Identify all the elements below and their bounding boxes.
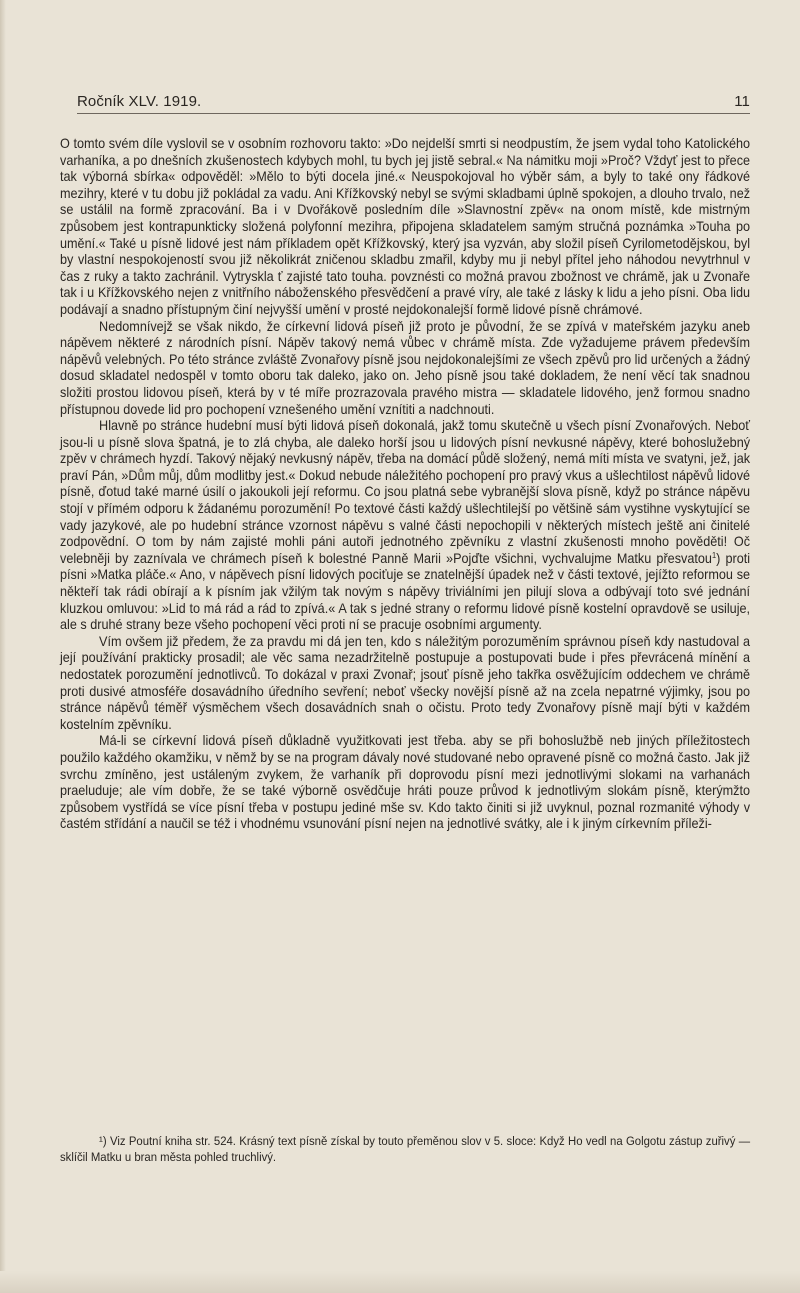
paragraph: O tomto svém díle vyslovil se v osobním rozhovoru takto: »Do nejdelší smrti si neodpustím, že jsem vydal toho Katolického varhaníka, a po dnešních zkušenostech kdybych mohl, tu bych jej jistě sebral.« Na námitku moji »Proč? Vždyť jest to přece tak výborná sbírka« odpověděl: »Mělo to býti docela jiné.« Neuspokojoval ho výběr sám, a byly to také ony řádkové mezihry, které v tu dobu již pokládal za vadu. Ani Křížkovský nebyl se svými skladbami úplně spokojen, a dlouho trvalo, než se ustálil na formě zpracování. Ba i v Dvořákově posledním díle »Slavnostní zpěv« na onom místě, kde mistrným způsobem jest kontrapunkticky složená polyfonní mezihra, připojena skladatelem samým stručná poznámka »Touha po umění.« Také u písně lidové jest nám příkladem opět Křížkovský, který jsa vyzván, aby složil píseň Cyrilometodějskou, byl by vlastní nespokojeností svou již několikrát zničenou skladbu zmařil, kdyby mu ji nebyl přítel jeho náhodou nevytrhnul v čas z ruky a takto zachránil. Vytryskla ť zajisté tato touha. povznésti co možná pravou zbožnost ve chrámě, jak u Zvonaře tak i u Křížkovského nejen z vnitřního náboženského přesvědčení a pravé víry, ale také z lásky k lidu a jeho písni. Oba lidu podávají a snadno přístupným činí nejvyšší umění v prosté nejdokonalejší formě lidové písně chrámové. — [60, 136, 751, 317]
paragraph-text: ) proti písni »Matka pláče.« Ano, v nápěvech písní lidových pociťuje se znatelnější úpadek než v části textové, jejížto reformou se někteří tak rádi obírají a k písním jak vžilým tak novým s nápěvy triviálními jen pilují slova a odbývají toto své jednání kluzkou omluvou: »Lid to má rád a rád to zpívá.« A tak s jedné strany o reformu lidové písně kostelní opravdově se usiluje, ale s druhé strany beze všeho pochopení věci proti ní se pracuje osobními argumenty. — [60, 550, 751, 633]
footnote — [60, 1133, 750, 1165]
paragraph: Nedomnívejž se však nikdo, že církevní lidová píseň již proto je původní, že se zpívá v mateřském jazyku aneb nápěvem některé z národních písní. Nápěv takový nemá vůbec v chrámě místa. Zde vyžadujeme právem především nápěvů velebných. Po této stránce zvláště Zvonařovy písně jsou nejdokonalejšími ze všech zpěvů pro lid určených a žádný dosud skladatel nedospěl v tomto oboru tak daleko, jako on. Jeho písně jsou také dokladem, že není věcí tak snadnou složiti prostou lidovou píseň, která by v té míře prozrazovala pravého mistra — skladatele lidového, jenž formou snadno přístupnou dovede lid pro pochopení vznešeného umění vznítiti a nadchnouti. — [60, 318, 751, 417]
article-body — [60, 136, 750, 833]
running-title: Ročník XLV. 1919. — [77, 93, 202, 110]
page-number: 11 — [734, 93, 750, 110]
paragraph: Má-li se církevní lidová píseň důkladně využitkovati jest třeba. aby se při bohoslužbě neb jiných příležitostech použilo každého okamžiku, v němž by se na program dávaly nové studované nebo opravené písně co možná často. Jak již svrchu zmíněno, jest ustáleným zvykem, že varhaník při doprovodu písní mezi jednotlivými slokami na varhanách praeluduje; ale vím dobře, že se také výborně osvědčuje hráti pouze průvod k jednotlivým slokám písně, kterýmžto způsobem vystřídá se více písní třeba v postupu jediné mše sv. Kdo takto činiti si již uvyknul, poznal rozmanité výhody v častém střídání a naučil se též i vhodnému vsunování písní nejen na jednotlivé svátky, ale i k jiným církevním příleži- — [60, 733, 751, 832]
running-head — [77, 93, 750, 114]
page-edge-bottom — [0, 1271, 800, 1293]
page-edge — [0, 0, 6, 1293]
paragraph: Vím ovšem již předem, že za pravdu mi dá jen ten, kdo s náležitým porozuměním správnou píseň kdy nastudoval a její používání prakticky prosadil; ale věc sama nezadržitelně postupuje a postupovati bude i přes převrácená mínění a nedostatek porozumění jednotlivců. To dokázal v praxi Zvonař; jsouť písně jeho takřka osvěžujícím oddechem ve chrámě proti dusivé atmosféře dosavádního úředního sevření; neboť všecky novější písně až na zcela nepatrné výjimky, jsou po stránce nápěvů téměř výsměchem všech dosavádních snah o očistu. Proto tedy Zvonařovy písně mají býti v každém kostelním zpěvníku. — [60, 633, 751, 732]
footnote-marker: ¹) — [99, 1134, 107, 1148]
paragraph — [60, 418, 750, 634]
footnotes — [60, 1133, 750, 1165]
footnote-text: Viz Poutní kniha str. 524. Krásný text písně získal by touto přeměnou slov v 5. sloce: Když Ho vedl na Golgotu zástup zuřivý — sklíčil Matku u bran města pohled truchlivý. — [60, 1134, 751, 1164]
footnote-reference[interactable]: 1 — [711, 550, 717, 560]
paragraph-text: Hlavně po stránce hudební musí býti lidová píseň dokonalá, jakž tomu skutečně u všech písní Zvonařových. Neboť jsou-li u písně slova špatná, je to zlá chyba, ale daleko horší jsou u lidových písní nevkusné nápěvy, které bohoslužebný zpěv v chrámech hyzdí. Takový nějaký nevkusný nápěv, třeba na domácí půdě složený, nemá míti místa ve svatyni, jež, jak praví Pán, »Dům můj, dům modlitby jest.« Dokud nebude náležitého pochopení pro pravý vkus a ušlechtilost nápěvů lidové písně, ďotud také marné úsilí o jakoukoli její reformu. Co jsou platná sebe vybranější slova písně, když po stránce nápěvu stojí v přímém odporu k žádanému porozumění! Po textové části každý ušlechtilejší po většině sám vystihne vyskytující se vady jazykové, ale po hudební stránce vzornost nápěvu s valné části nepochopili v některých místech ještě ani činitelé zodpovědní. O tom by nám zajisté mohli páni autoři jednotného zpěvníku z vlastní zkušenosti mnoho pověděti! Oč velebněji by zaznívala ve chrámech píseň k bolestné Panně Marii »Pojďte všichni, vychvalujme Matku přesvatou — [60, 418, 751, 566]
